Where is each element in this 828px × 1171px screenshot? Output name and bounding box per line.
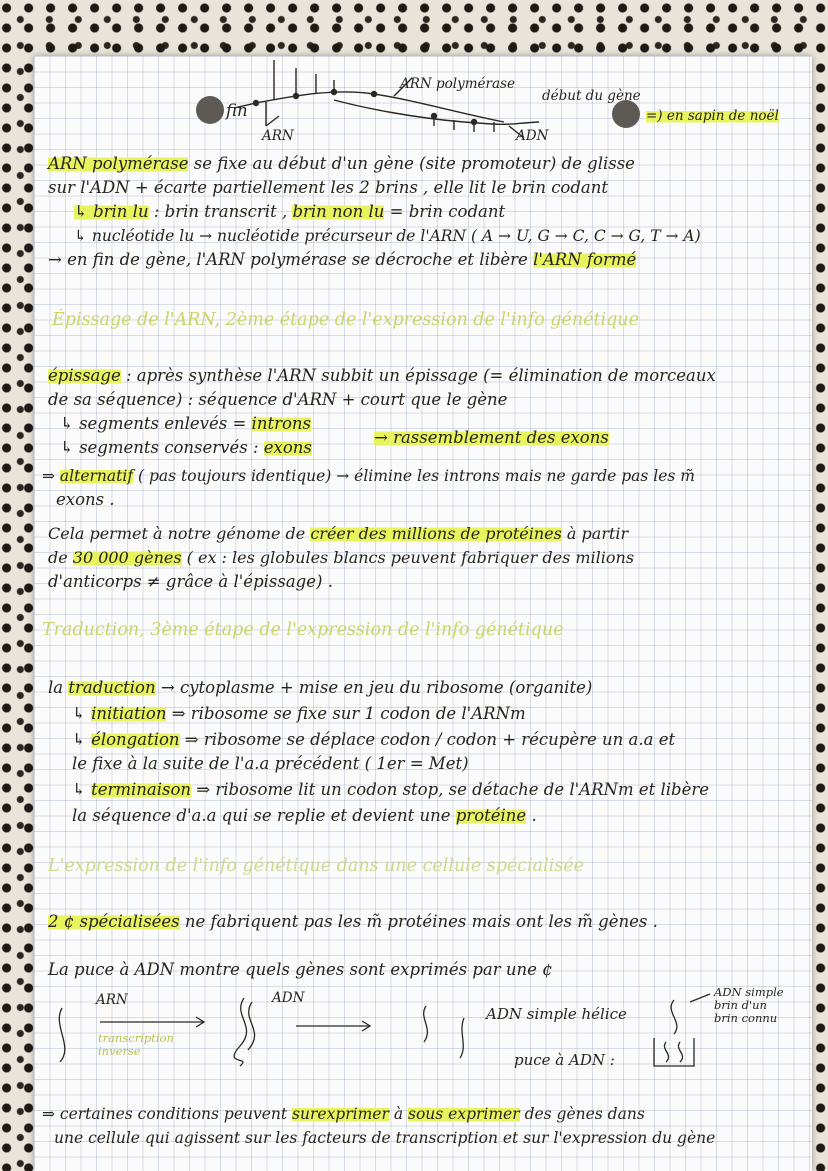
s2-line-7: Cela permet à notre génome de créer des millions de protéines à partir [48, 524, 629, 543]
binder-hole-left [196, 96, 224, 124]
s4-line-2: La puce à ADN montre quels gènes sont exprimés par une ¢ [48, 960, 553, 979]
label-sapin-de-noel: =) en sapin de noël [646, 108, 779, 124]
s3-line-1: la traduction → cytoplasme + mise en jeu du ribosome (organite) [48, 678, 593, 697]
label-puce-adn: puce à ADN : [514, 1051, 615, 1069]
hand-drawings [34, 56, 812, 1171]
section-title-traduction: Traduction, 3ème étape de l'expression de l'info génétique [42, 620, 564, 640]
s2-line-8: de 30 000 gènes ( ex : les globules blancs peuvent fabriquer des milions [48, 548, 635, 567]
label-fin: fin [226, 101, 248, 120]
notebook-page [34, 56, 812, 1171]
s1-line-1: ARN polymérase se fixe au début d'un gène (site promoteur) de glisse [48, 154, 635, 173]
label-arn-diagram: ARN [262, 128, 294, 144]
s2-line-3: ↳ segments enlevés = introns [60, 414, 311, 433]
puce-label-adn: ADN [272, 990, 305, 1006]
s3-line-6: la séquence d'a.a qui se replie et devient une protéine . [72, 806, 537, 825]
section-title-cellule-specialisee: L'expression de l'info génétique dans une cellule spécialisée [48, 856, 584, 876]
puce-label-arn: ARN [96, 992, 128, 1008]
s3-line-4: le fixe à la suite de l'a.a précédent ( 1er = Met) [72, 754, 469, 773]
s2-line-6: exons . [56, 490, 115, 509]
s1-line-3: ↳ brin lu : brin transcrit , brin non lu = brin codant [74, 202, 506, 221]
s3-line-5: ↳ terminaison ⇒ ribosome lit un codon stop, se détache de l'ARNm et libère [72, 780, 710, 799]
s2-line-1: épissage : après synthèse l'ARN subbit un épissage (= élimination de morceaux [48, 366, 716, 385]
s2-line-4: ↳ segments conservés : exons [60, 438, 312, 457]
s2-line-9: d'anticorps ≠ grâce à l'épissage) . [48, 572, 333, 591]
s4-line-1: 2 ¢ spécialisées ne fabriquent pas les m̃ protéines mais ont les m̃ gènes . [48, 912, 658, 931]
label-adn-simple-helice: ADN simple hélice [486, 1005, 627, 1023]
s1-line-2: sur l'ADN + écarte partiellement les 2 brins , elle lit le brin codant [48, 178, 609, 197]
s3-line-2: ↳ initiation ⇒ ribosome se fixe sur 1 codon de l'ARNm [72, 704, 526, 723]
s4-line-3: ⇒ certaines conditions peuvent surexprimer à sous exprimer des gènes dans [42, 1105, 645, 1123]
s2-line-2: de sa séquence) : séquence d'ARN + court que le gène [48, 390, 508, 409]
section-title-epissage: Épissage de l'ARN, 2ème étape de l'expression de l'info génétique [52, 310, 639, 330]
s4-line-4: une cellule qui agissent sur les facteurs de transcription et sur l'expression du gène [54, 1129, 716, 1147]
s1-line-4: ↳ nucléotide lu → nucléotide précurseur de l'ARN ( A → U, G → C, C → G, T → A) [74, 227, 701, 245]
label-debut-gene: début du gène [542, 88, 641, 104]
label-transcription-inverse: transcription inverse [98, 1031, 174, 1058]
s3-line-3: ↳ élongation ⇒ ribosome se déplace codon / codon + récupère un a.a et [72, 730, 676, 749]
label-adn-simple-brin-connu: ADN simple brin d'un brin connu [714, 985, 784, 1025]
s1-line-5: → en fin de gène, l'ARN polymérase se décroche et libère l'ARN formé [48, 250, 637, 269]
label-adn-diagram: ADN [516, 128, 549, 144]
s2-rassemblement: → rassemblement des exons [374, 428, 609, 447]
s2-line-5: ⇒ alternatif ( pas toujours identique) → élimine les introns mais ne garde pas les m̃ [42, 467, 695, 485]
label-arn-polymerase-diagram: ARN polymérase [400, 76, 515, 92]
